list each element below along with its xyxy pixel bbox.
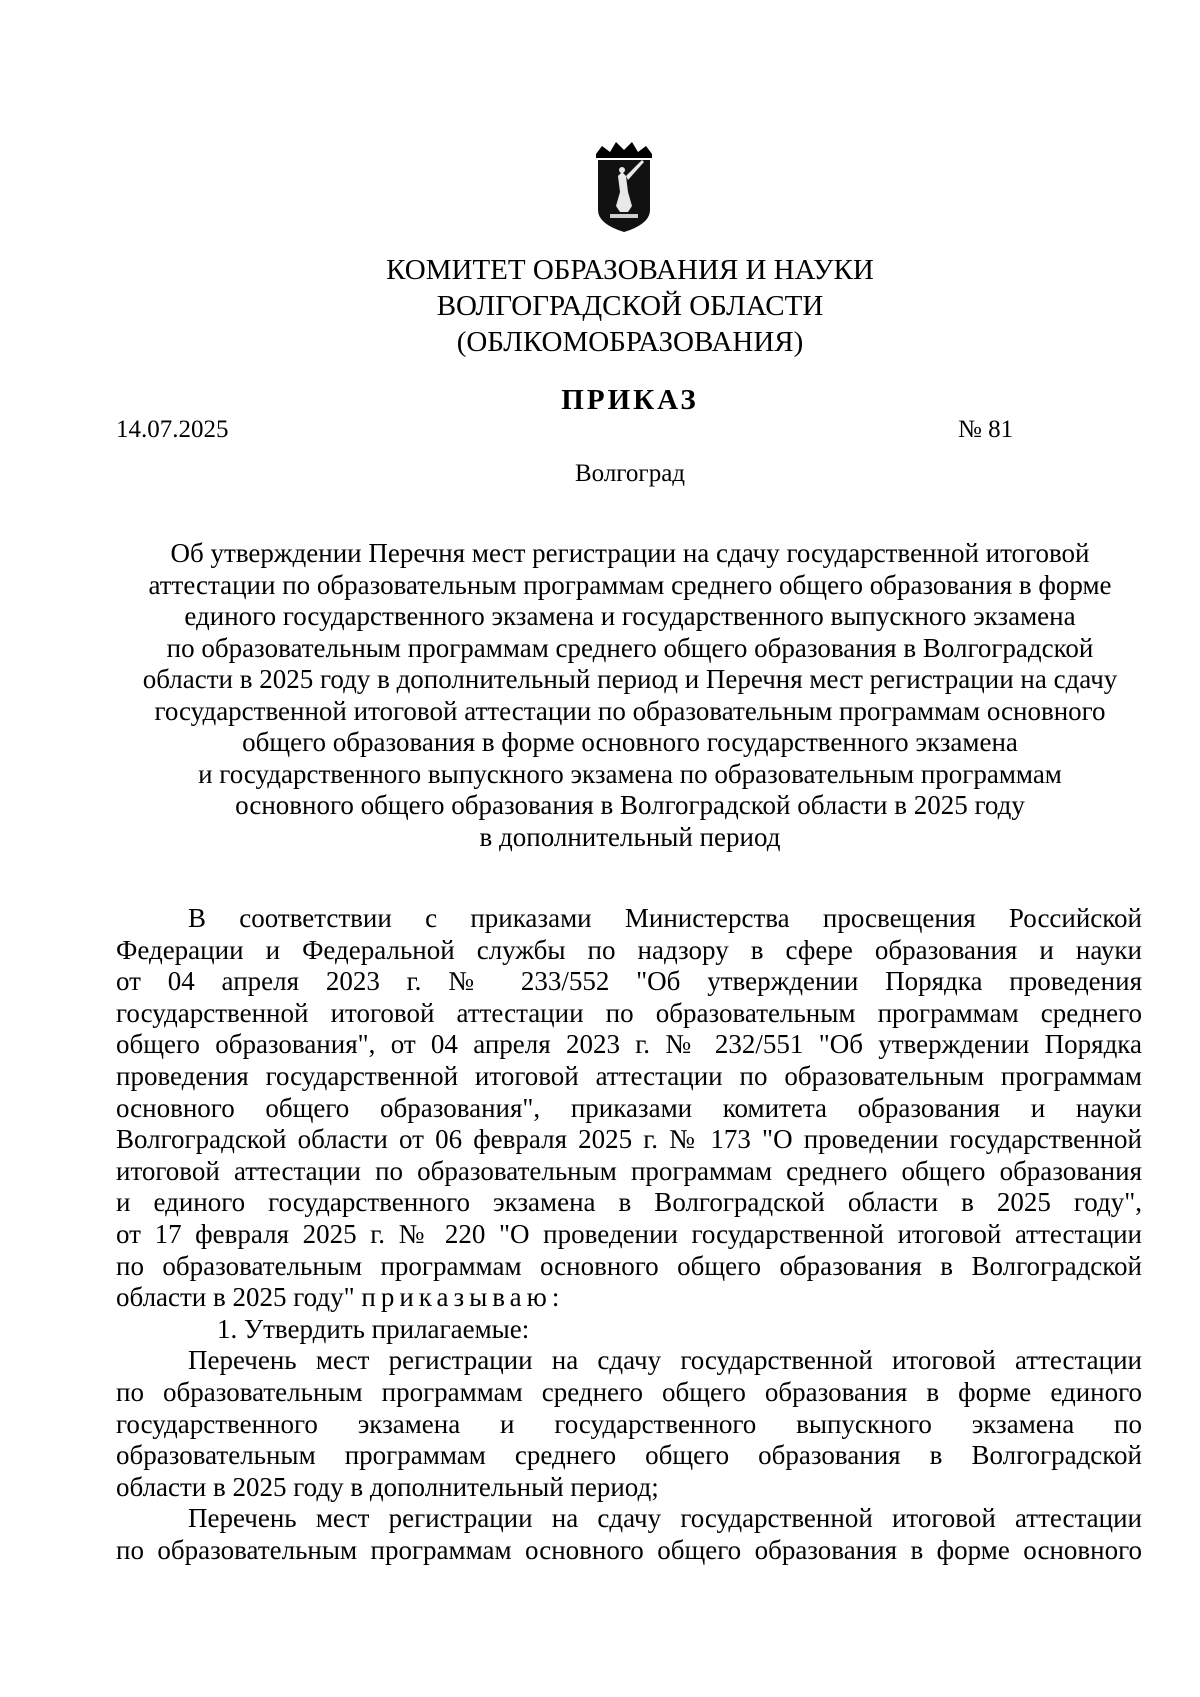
organization-name	[0, 252, 1200, 360]
org-line: (ОБЛКОМОБРАЗОВАНИЯ)	[456, 326, 804, 358]
subject-line: по образовательным программам среднего общего образования в Волгоградской	[166, 632, 1094, 663]
preamble-line: от 04 апреля 2023 г. № 233/552 "Об утверждении Порядка проведения	[116, 966, 1142, 997]
preamble-line: основного общего образования", приказами комитета образования и науки	[116, 1092, 1142, 1123]
preamble-line: общего образования", от 04 апреля 2023 г. № 232/551 "Об утверждении Порядка	[116, 1029, 1142, 1060]
subject-line: основного общего образования в Волгоградской области в 2025 году	[235, 790, 1025, 820]
subject-line: общего образования в форме основного государственного экзамена	[242, 727, 1018, 757]
list-a-line: по образовательным программам среднего общего образования в форме единого	[116, 1376, 1142, 1407]
preamble-line: государственной итоговой аттестации по образовательным программам среднего	[116, 997, 1142, 1028]
preamble-last-line	[116, 1282, 1142, 1314]
document-number: № 81	[958, 416, 1014, 443]
subject-line: и государственного выпускного экзамена по образовательным программам	[198, 758, 1062, 789]
document-city: Волгоград	[574, 460, 686, 487]
document-date: 14.07.2025	[116, 416, 229, 443]
document-subject	[112, 538, 1148, 853]
volgograd-coat-of-arms-icon	[592, 140, 656, 236]
subject-line: аттестации по образовательным программам среднего общего образования в форме	[148, 569, 1112, 600]
preamble-line: итоговой аттестации по образовательным программам среднего общего образования	[116, 1155, 1142, 1186]
preamble-line: от 17 февраля 2025 г. № 220 "О проведении государственной итоговой аттестации	[116, 1218, 1142, 1249]
preamble-line: Федерации и Федеральной службы по надзору в сфере образования и науки	[116, 934, 1142, 965]
list-a-line: образовательным программам среднего общего образования в Волгоградской	[116, 1440, 1142, 1471]
list-a-line: государственного экзамена и государственного выпускного экзамена по	[116, 1408, 1142, 1439]
order-command: приказываю:	[361, 1282, 565, 1313]
preamble-line: проведения государственной итоговой аттестации по образовательным программам	[116, 1060, 1142, 1091]
subject-line: области в 2025 году в дополнительный период и Перечня мест регистрации на сдачу	[142, 664, 1118, 694]
org-line: КОМИТЕТ ОБРАЗОВАНИЯ И НАУКИ	[386, 254, 874, 286]
subject-line: Об утверждении Перечня мест регистрации на сдачу государственной итоговой	[170, 538, 1090, 568]
document-body	[116, 903, 1142, 1566]
subject-line: в дополнительный период	[479, 821, 781, 852]
preamble-last-text: области в 2025 году"	[116, 1282, 362, 1313]
preamble-line: В соответствии с приказами Министерства просвещения Российской	[188, 903, 1142, 933]
preamble-line: по образовательным программам основного общего образования в Волгоградской	[116, 1250, 1142, 1281]
subject-line: единого государственного экзамена и государственного выпускного экзамена	[184, 601, 1076, 631]
preamble-line: Волгоградской области от 06 февраля 2025 г. № 173 "О проведении государственной	[116, 1124, 1142, 1155]
list-a-line: области в 2025 году в дополнительный период;	[116, 1471, 659, 1502]
list-b-line: Перечень мест регистрации на сдачу государственной итоговой аттестации	[188, 1503, 1142, 1534]
list-item-1: 1. Утвердить прилагаемые:	[217, 1313, 530, 1344]
document-type: ПРИКАЗ	[561, 384, 699, 416]
org-line: ВОЛГОГРАДСКОЙ ОБЛАСТИ	[436, 290, 824, 322]
list-b-line: по образовательным программам основного общего образования в форме основного	[116, 1534, 1142, 1565]
preamble-line: и единого государственного экзамена в Волгоградской области в 2025 году",	[116, 1187, 1142, 1218]
list-a-line: Перечень мест регистрации на сдачу государственной итоговой аттестации	[188, 1345, 1142, 1376]
subject-line: государственной итоговой аттестации по образовательным программам основного	[154, 695, 1106, 726]
